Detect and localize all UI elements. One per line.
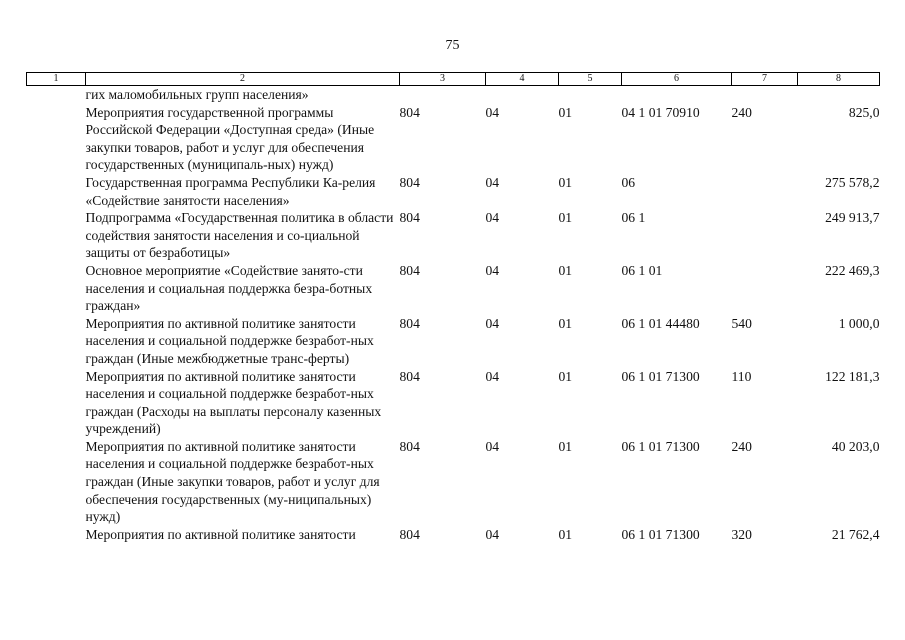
row-name: Мероприятия государственной программы Российской Федерации «Доступная среда» (Иные закупки товаров, работ и услуг для обеспечения государственных (муниципаль-ных) нужд): [85, 104, 375, 173]
row-section: 04: [485, 262, 500, 278]
row-amount: 122 181,3: [825, 368, 880, 384]
row-amount: 1 000,0: [838, 315, 880, 331]
row-target-article: 06 1 01 71300: [621, 368, 700, 384]
row-amount: 40 203,0: [831, 438, 880, 454]
column-header-7: 7: [732, 73, 798, 86]
row-subsection: 01: [558, 526, 573, 542]
row-ministry-code: 804: [399, 210, 420, 226]
row-expense-type: [732, 174, 798, 209]
row-section: 04: [485, 315, 500, 331]
row-target-article: 06 1: [621, 210, 646, 226]
row-expense-type: 320: [731, 526, 752, 542]
row-section: 04: [485, 174, 500, 190]
row-expense-type: 240: [731, 104, 752, 120]
row-amount: 275 578,2: [825, 174, 880, 190]
row-ministry-code: 804: [399, 315, 420, 331]
row-ministry-code: 804: [399, 368, 420, 384]
row-name: Государственная программа Республики Ка-релия «Содействие занятости населения»: [85, 174, 376, 208]
row-section: 04: [485, 210, 500, 226]
row-expense-type: 240: [731, 438, 752, 454]
row-subsection: 01: [558, 174, 573, 190]
column-number-header: [27, 73, 880, 86]
continuation-text: гих маломобильных групп населения»: [85, 87, 309, 102]
row-subsection: 01: [558, 368, 573, 384]
column-header-2: 2: [86, 73, 400, 86]
row-amount: 21 762,4: [831, 526, 880, 542]
row-target-article: 06 1 01 44480: [621, 315, 700, 331]
row-subsection: 01: [558, 315, 573, 331]
table-row: [27, 209, 880, 262]
row-subsection: 01: [558, 262, 573, 278]
row-name: Мероприятия по активной политике занятости населения и социальной поддержке безработ-ных граждан (Иные межбюджетные транс-ферты): [85, 315, 374, 366]
row-target-article: 06 1 01 71300: [621, 526, 700, 542]
row-subsection: 01: [558, 210, 573, 226]
row-name: Мероприятия по активной политике занятости населения и социальной поддержке безработ-ных граждан (Расходы на выплаты персоналу казенных учреждений): [85, 368, 382, 437]
row-section: 04: [485, 526, 500, 542]
row-amount: 249 913,7: [825, 210, 880, 226]
column-header-1: 1: [27, 73, 86, 86]
row-target-article: 06 1 01 71300: [621, 438, 700, 454]
row-amount: 222 469,3: [825, 262, 880, 278]
table-row: [27, 438, 880, 526]
row-ministry-code: 804: [399, 174, 420, 190]
column-header-3: 3: [400, 73, 486, 86]
continuation-row: [27, 86, 880, 104]
row-ministry-code: 804: [399, 104, 420, 120]
row-section: 04: [485, 104, 500, 120]
row-name: Подпрограмма «Государственная политика в области содействия занятости населения и со-циальной защиты от безработицы»: [85, 210, 394, 261]
row-expense-type: [732, 209, 798, 262]
row-target-article: 06: [621, 174, 636, 190]
row-ministry-code: 804: [399, 438, 420, 454]
table-row: [27, 315, 880, 368]
row-name: Мероприятия по активной политике занятости населения и социальной поддержке безработ-ных граждан (Иные закупки товаров, работ и услуг для обеспечения государственных (му-ниципальных) нужд): [85, 438, 380, 525]
column-header-4: 4: [486, 73, 559, 86]
row-section: 04: [485, 438, 500, 454]
row-expense-type: 110: [731, 368, 752, 384]
row-expense-type: 540: [731, 315, 752, 331]
row-ministry-code: 804: [399, 526, 420, 542]
row-subsection: 01: [558, 104, 573, 120]
row-section: 04: [485, 368, 500, 384]
row-target-article: 06 1 01: [621, 262, 663, 278]
column-header-8: 8: [798, 73, 880, 86]
page-number: 75: [445, 38, 460, 53]
budget-table: [26, 72, 880, 543]
row-amount: 825,0: [848, 104, 880, 120]
row-subsection: 01: [558, 438, 573, 454]
column-header-6: 6: [622, 73, 732, 86]
table-row: [27, 368, 880, 438]
row-name: Мероприятия по активной политике занятости: [85, 526, 356, 542]
column-header-5: 5: [559, 73, 622, 86]
table-row: [27, 526, 880, 544]
row-name: Основное мероприятие «Содействие занято-сти населения и социальная поддержка безра-ботных граждан»: [85, 262, 373, 314]
table-row: [27, 262, 880, 315]
row-expense-type: [732, 262, 798, 315]
row-ministry-code: 804: [399, 262, 420, 278]
table-row: [27, 104, 880, 174]
table-row: [27, 174, 880, 209]
row-target-article: 04 1 01 70910: [621, 104, 700, 120]
